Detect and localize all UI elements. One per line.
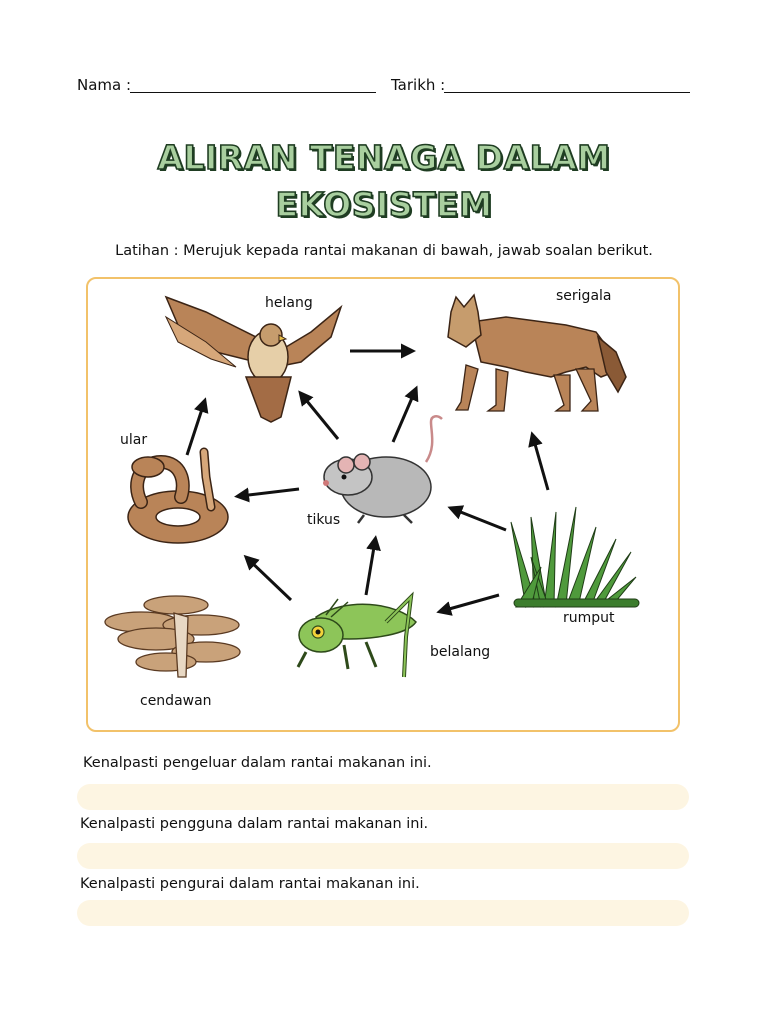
answer-field-2[interactable] <box>77 843 689 869</box>
snake-illustration <box>128 452 228 543</box>
grasshopper-illustration <box>298 597 416 677</box>
name-label: Nama : <box>77 76 132 94</box>
arrow-grasshopper-to-snake <box>248 559 291 600</box>
arrow-mouse-to-wolf <box>393 391 415 442</box>
label-hawk: helang <box>265 295 313 311</box>
label-wolf: serigala <box>556 288 612 304</box>
arrow-mouse-to-hawk <box>302 395 338 439</box>
answer-field-1[interactable] <box>77 784 689 810</box>
label-mushroom: cendawan <box>140 693 212 709</box>
label-grasshopper: belalang <box>430 644 491 660</box>
question-3: Kenalpasti pengurai dalam rantai makanan ini. <box>80 876 420 892</box>
hawk-illustration <box>166 297 341 422</box>
mushroom-illustration <box>105 596 240 677</box>
instruction-text: Latihan : Merujuk kepada rantai makanan di bawah, jawab soalan berikut. <box>115 243 653 259</box>
grass-illustration <box>511 507 639 607</box>
title-line-1: ALIRAN TENAGA DALAM <box>157 138 611 177</box>
answer-field-3[interactable] <box>77 900 689 926</box>
mouse-illustration <box>323 416 442 523</box>
food-web-diagram <box>86 277 680 732</box>
label-mouse: tikus <box>307 512 341 528</box>
title-line-2: EKOSISTEM <box>275 185 493 224</box>
arrow-grass-to-grasshopper <box>442 595 499 611</box>
label-grass: rumput <box>563 610 615 626</box>
label-snake: ular <box>120 432 148 448</box>
name-line[interactable] <box>130 92 376 93</box>
date-label: Tarikh : <box>391 76 446 94</box>
question-1: Kenalpasti pengeluar dalam rantai makanan ini. <box>83 755 432 771</box>
arrow-snake-to-hawk <box>187 403 204 455</box>
arrow-mouse-to-snake <box>240 489 299 496</box>
date-line[interactable] <box>444 92 690 93</box>
arrow-grasshopper-to-mouse <box>366 541 375 595</box>
arrow-grass-to-mouse <box>453 509 506 530</box>
wolf-illustration <box>448 295 626 411</box>
arrow-grass-to-wolf <box>533 437 548 490</box>
question-2: Kenalpasti pengguna dalam rantai makanan ini. <box>80 816 429 832</box>
